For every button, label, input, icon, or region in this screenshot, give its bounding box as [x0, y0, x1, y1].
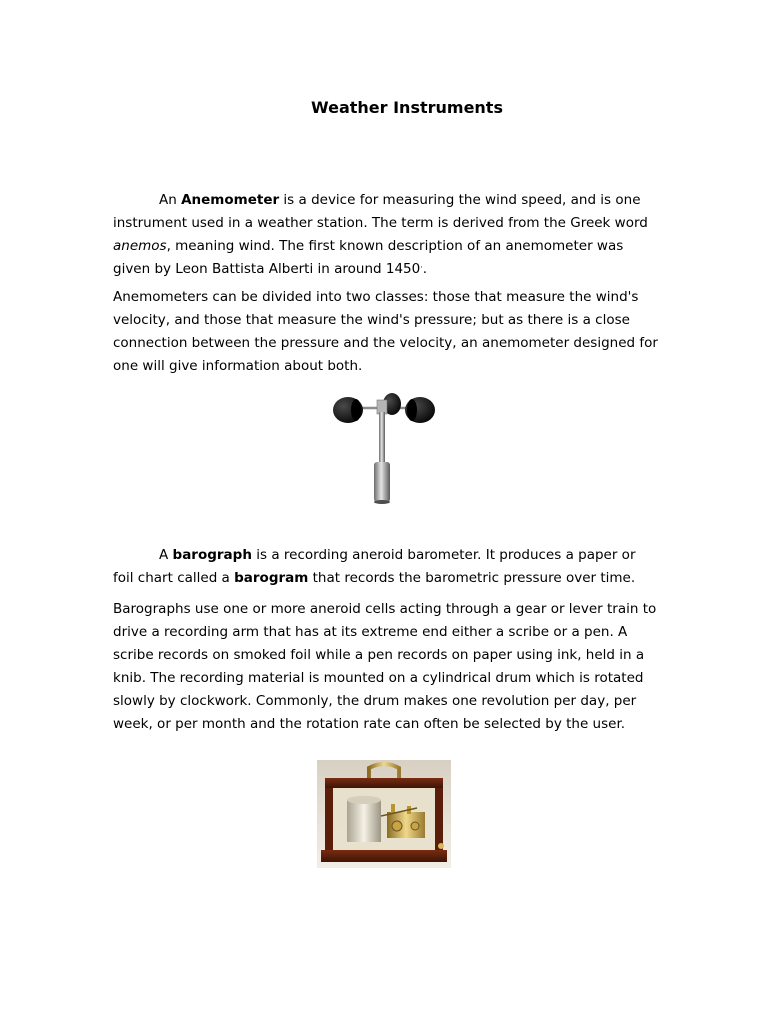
text-run: An: [159, 192, 182, 208]
anemometer-paragraph-1: [113, 189, 658, 281]
term-anemometer: Anemometer: [181, 192, 280, 208]
anemometer-paragraph-2: Anemometers can be divided into two classes: those that measure the wind's velocity, and those that measure the wind's pressure; but as there is a close connection between the pressure and the velocity, an anemometer designed for one will give information about both.: [113, 289, 658, 374]
superscript-mark: .: [420, 260, 423, 270]
barograph-paragraph-1: [113, 544, 658, 590]
text-run: is a device for measuring the wind speed, and is one instrument used in a weather station. The term is derived from the Greek word: [113, 192, 648, 231]
barograph-image: [317, 760, 451, 868]
text-run: , meaning wind. The first known description of an anemometer was given by Leon Battista Alberti in around 1450: [113, 238, 624, 277]
anemometer-image: [330, 388, 438, 506]
text-run: A: [159, 547, 173, 563]
term-barogram: barogram: [234, 570, 309, 586]
text-run: is a recording aneroid barometer. It produces a paper or foil chart called a: [113, 547, 636, 586]
text-run: that records the barometric pressure over time.: [308, 570, 636, 586]
term-anemos: anemos: [113, 238, 167, 254]
term-barograph: barograph: [172, 547, 252, 563]
barograph-paragraph-2: Barographs use one or more aneroid cells acting through a gear or lever train to drive a recording arm that has at its extreme end either a scribe or a pen. A scribe records on smoked foil while a pen records on paper using ink, held in a knib. The recording material is mounted on a cylindrical drum which is rotated slowly by clockwork. Commonly, the drum makes one revolution per day, per week, or per month and the rotation rate can often be selected by the user.: [113, 601, 657, 732]
text-run: .: [422, 261, 428, 277]
page-title: Weather Instruments: [311, 98, 503, 117]
